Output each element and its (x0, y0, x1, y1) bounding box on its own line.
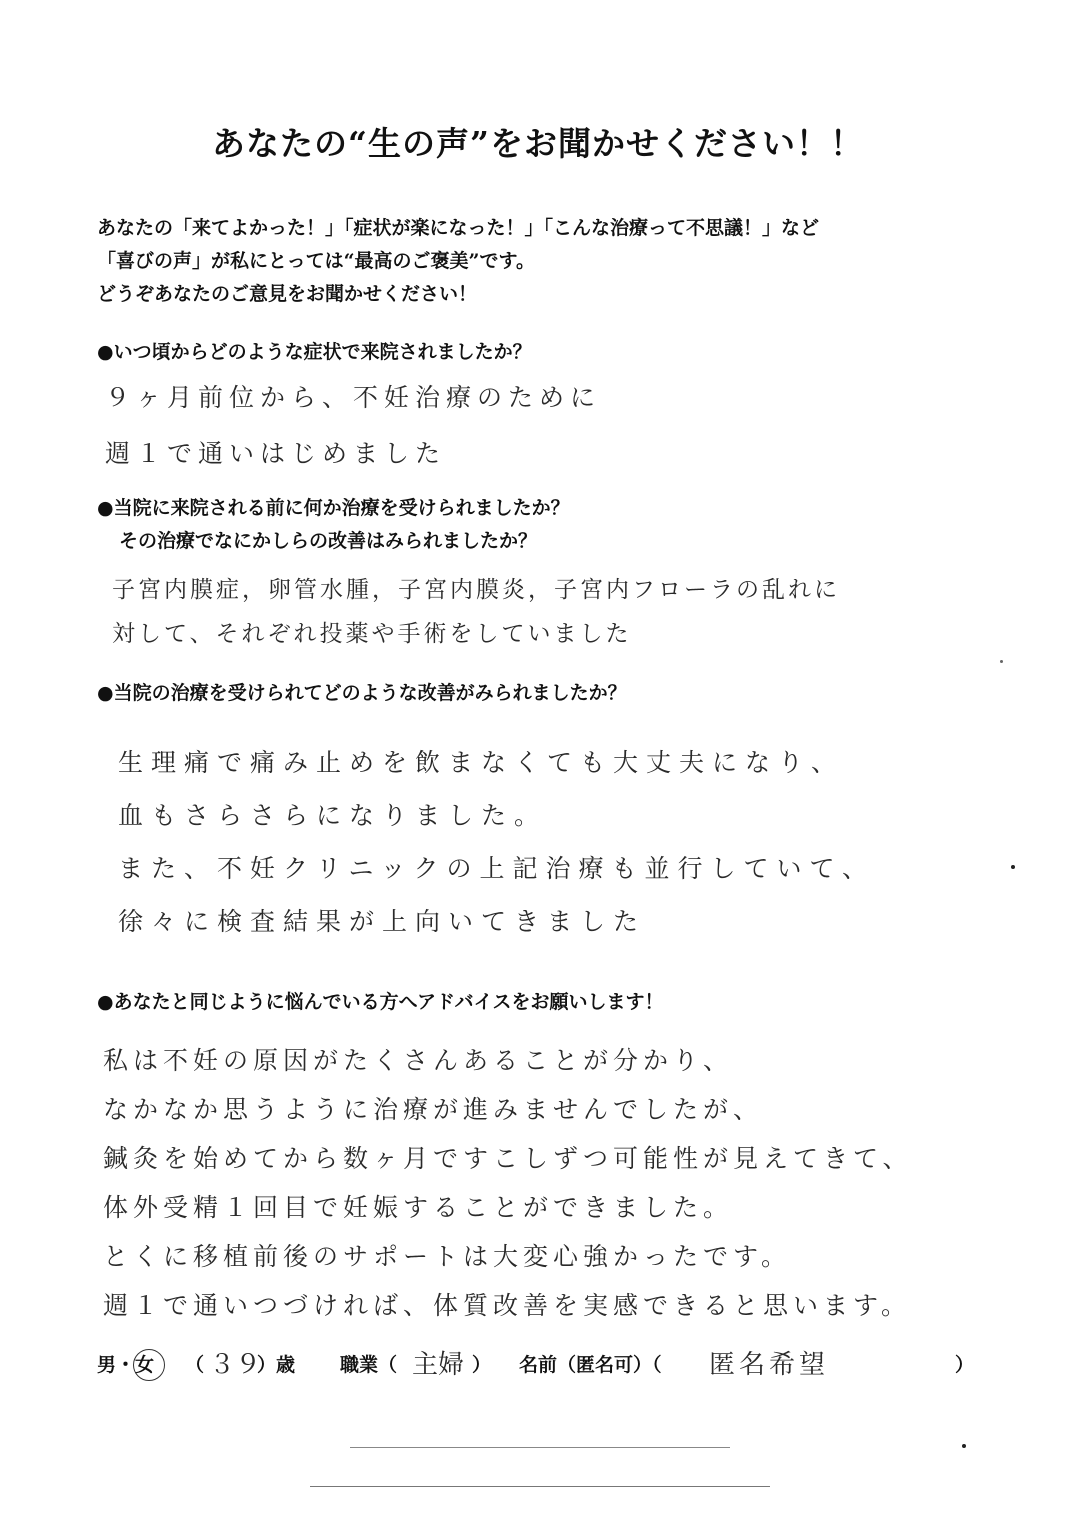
question-2 (97, 492, 570, 558)
answer-1 (105, 370, 601, 482)
answer-line: なかなか思うように治療が進みませんでしたが、 (103, 1095, 764, 1124)
question-3: ●当院の治療を受けられてどのような改善がみられましたか？ (97, 682, 627, 704)
answer-line: とくに移植前後のサポートは大変心強かったです。 (103, 1242, 792, 1271)
answer-line: 子宮内膜症，卵管水腫，子宮内膜炎，子宮内フローラの乱れに (112, 577, 840, 603)
scan-dot (962, 1444, 966, 1448)
answer-line: 私は不妊の原因がたくさんあることが分かり、 (103, 1046, 734, 1075)
divider-line (310, 1486, 770, 1487)
job-value: 主婦 (412, 1350, 465, 1380)
question-2-main: ●当院に来院される前に何か治療を受けられましたか？ (97, 497, 570, 519)
scan-dot (1011, 865, 1015, 869)
intro-line: あなたの「来てよかった！」「症状が楽になった！」「こんな治療って不思議！」など (97, 217, 820, 239)
intro-text (97, 212, 819, 311)
age-close: ）歳 (257, 1354, 296, 1376)
intro-line: 「喜びの声」が私にとっては“最高のご褒美”です。 (97, 250, 535, 272)
answer-line: 週１で通いつづければ、体質改善を実感できると思います。 (103, 1291, 912, 1320)
question-4: ●あなたと同じように悩んでいる方へアドバイスをお願いします！ (97, 991, 664, 1013)
answer-line: 体外受精１回目で妊娠することができました。 (103, 1193, 734, 1222)
page-title: あなたの“生の声”をお聞かせください！！ (212, 124, 864, 163)
divider-line (350, 1447, 730, 1448)
respondent-info (97, 1344, 997, 1384)
scan-dot (1000, 660, 1003, 663)
gender-label: 男・女 (97, 1354, 155, 1376)
question-1: ●いつ頃からどのような症状で来院されましたか？ (97, 341, 532, 363)
name-value: 匿名希望 (709, 1350, 830, 1380)
answer-line: 血もさらさらになりました。 (118, 801, 548, 830)
question-2-sub: その治療でなにかしらの改善はみられましたか？ (119, 530, 538, 552)
answer-line: 週１で通いはじめました (105, 439, 447, 468)
name-close: ） (955, 1354, 975, 1376)
intro-line: どうぞあなたのご意見をお聞かせください！ (97, 283, 478, 305)
name-label: 名前（匿名可）（ (519, 1354, 662, 1376)
answer-4 (103, 1036, 913, 1330)
answer-2 (112, 568, 840, 656)
answer-line: 鍼灸を始めてから数ヶ月ですこしずつ可能性が見えてきて、 (103, 1144, 913, 1173)
answer-3 (118, 736, 875, 948)
answer-line: ９ヶ月前位から、不妊治療のために (105, 383, 602, 412)
answer-line: また、不妊クリニックの上記治療も並行していて、 (118, 854, 876, 883)
job-close: ） (472, 1354, 492, 1376)
age-open: （ (185, 1354, 205, 1376)
answer-line: 対して、それぞれ投薬や手術をしていました (112, 621, 632, 647)
answer-line: 徐々に検査結果が上向いてきました (118, 907, 647, 936)
age-value: ３９ (209, 1350, 262, 1380)
answer-line: 生理痛で痛み止めを飲まなくても大丈夫になり、 (118, 748, 845, 777)
job-label: 職業（ (340, 1354, 398, 1376)
